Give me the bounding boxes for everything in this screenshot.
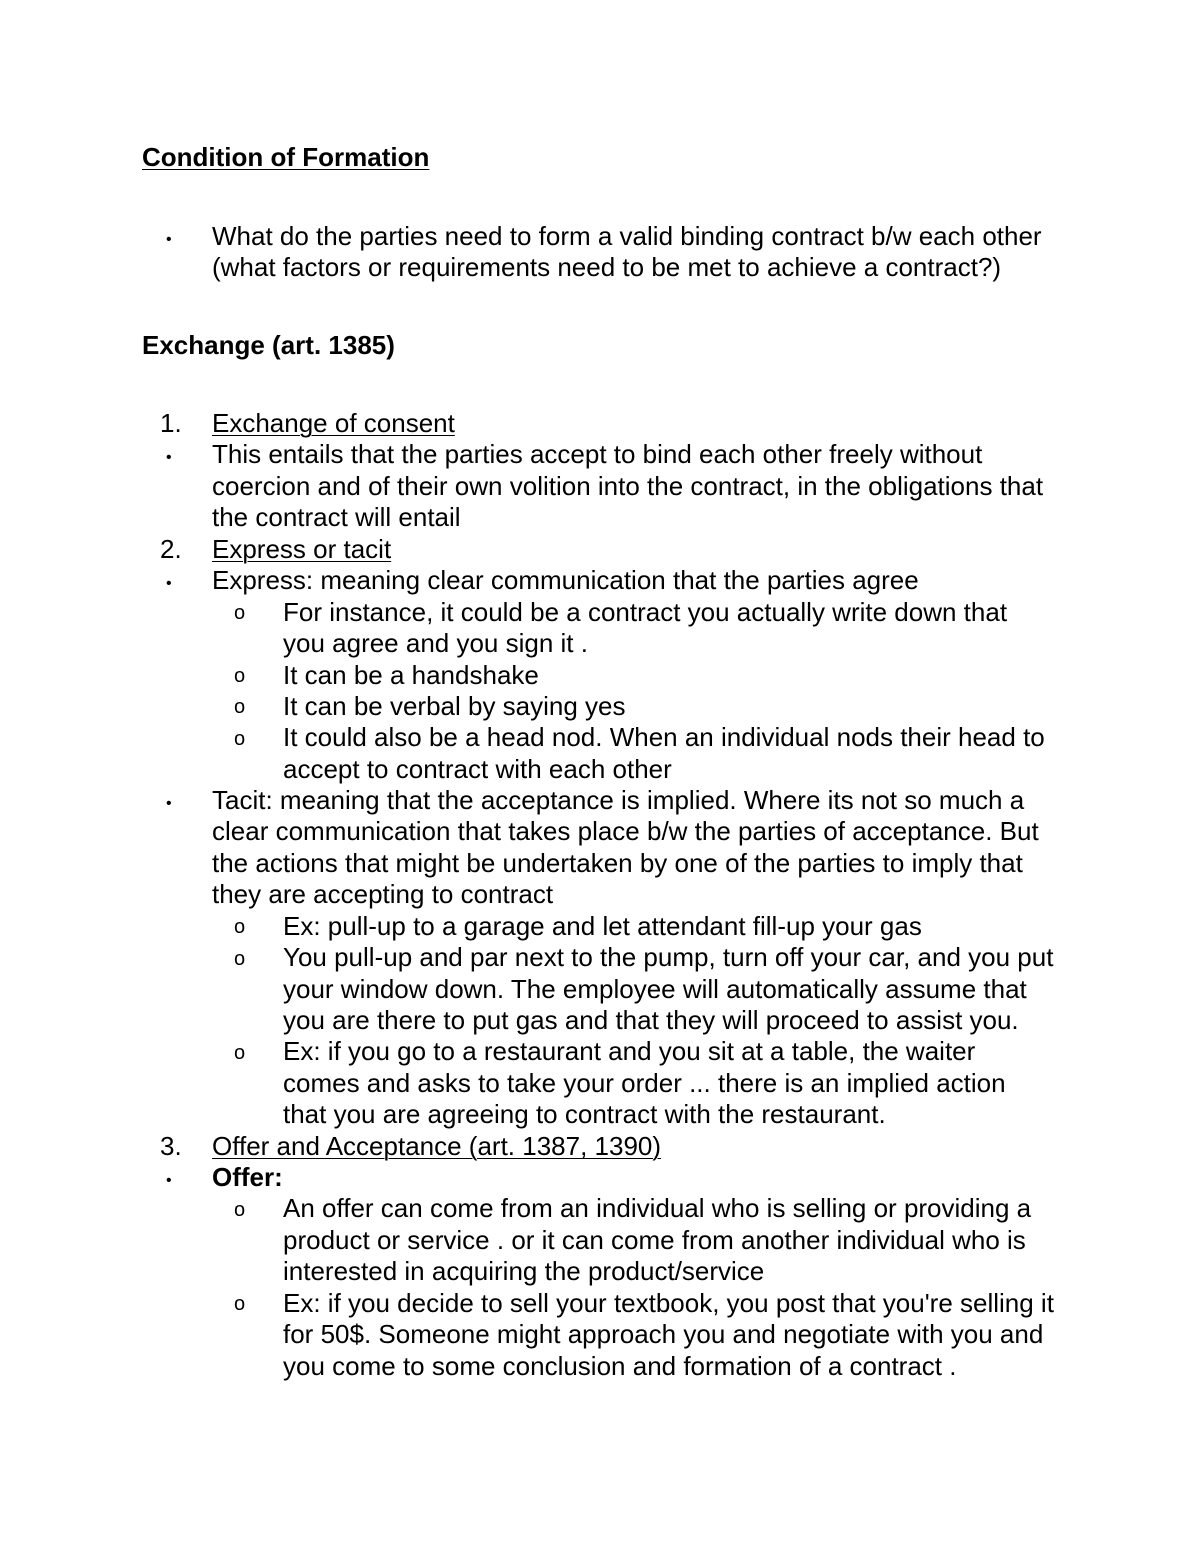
paragraph-line: the actions that might be undertaken by one of the parties to imply that: [212, 848, 1023, 878]
sub-item-line: For instance, it could be a contract you actually write down that: [283, 597, 1008, 627]
sub-bullet-marker: o: [234, 1199, 246, 1221]
section-title: Exchange (art. 1385): [142, 330, 395, 360]
bullet-marker: •: [166, 1172, 172, 1189]
sub-item-line: An offer can come from an individual who is selling or providing a: [283, 1193, 1032, 1223]
sub-item-line: your window down. The employee will automatically assume that: [283, 974, 1027, 1004]
express-lead: Express: meaning clear communication that the parties agree: [212, 565, 919, 595]
bullet-marker: •: [166, 575, 172, 592]
sub-item-line: you agree and you sign it .: [283, 628, 588, 658]
sub-bullet-marker: o: [234, 602, 246, 624]
sub-item-line: for 50$. Someone might approach you and negotiate with you and: [283, 1319, 1044, 1349]
sub-item-line: You pull-up and par next to the pump, turn off your car, and you put: [283, 942, 1054, 972]
sub-item-line: It could also be a head nod. When an individual nods their head to: [283, 722, 1045, 752]
document-title: Condition of Formation: [142, 142, 430, 172]
offer-label: Offer:: [212, 1162, 283, 1192]
sub-bullet-marker: o: [234, 1293, 246, 1315]
bullet-marker: •: [166, 795, 172, 812]
sub-bullet-marker: o: [234, 696, 246, 718]
item-title-express-or-tacit: Express or tacit: [212, 534, 392, 564]
sub-item-line: interested in acquiring the product/service: [283, 1256, 765, 1286]
sub-item-line: comes and asks to take your order ... there is an implied action: [283, 1068, 1006, 1098]
item-title-offer-and-acceptance: Offer and Acceptance (art. 1387, 1390): [212, 1131, 662, 1161]
paragraph-line: clear communication that takes place b/w the parties of acceptance. But: [212, 816, 1039, 846]
paragraph-line: coercion and of their own volition into the contract, in the obligations that: [212, 471, 1044, 501]
sub-item-line: accept to contract with each other: [283, 754, 672, 784]
sub-bullet-marker: o: [234, 665, 246, 687]
sub-bullet-marker: o: [234, 728, 246, 750]
sub-bullet-marker: o: [234, 916, 246, 938]
sub-bullet-marker: o: [234, 948, 246, 970]
intro-line-2: (what factors or requirements need to be met to achieve a contract?): [212, 252, 1002, 282]
sub-item-line: you are there to put gas and that they will proceed to assist you.: [283, 1005, 1019, 1035]
sub-item-line: that you are agreeing to contract with the restaurant.: [283, 1099, 886, 1129]
sub-item-line: you come to some conclusion and formation of a contract .: [283, 1351, 957, 1381]
sub-item-line: Ex: if you go to a restaurant and you sit at a table, the waiter: [283, 1036, 976, 1066]
paragraph-line: Tacit: meaning that the acceptance is implied. Where its not so much a: [212, 785, 1025, 815]
bullet-marker: •: [166, 449, 172, 466]
paragraph-line: the contract will entail: [212, 502, 461, 532]
sub-bullet-marker: o: [234, 1042, 246, 1064]
sub-item-line: Ex: pull-up to a garage and let attendant fill-up your gas: [283, 911, 922, 941]
sub-item-line: It can be a handshake: [283, 660, 539, 690]
sub-item-line: It can be verbal by saying yes: [283, 691, 626, 721]
item-title-exchange-of-consent: Exchange of consent: [212, 408, 455, 438]
item-number: 3.: [160, 1131, 182, 1161]
item-number: 1.: [160, 408, 182, 438]
item-number: 2.: [160, 534, 182, 564]
sub-item-line: Ex: if you decide to sell your textbook, you post that you're selling it: [283, 1288, 1054, 1318]
bullet-marker: •: [166, 231, 172, 248]
intro-line-1: What do the parties need to form a valid binding contract b/w each other: [212, 221, 1042, 251]
paragraph-line: This entails that the parties accept to bind each other freely without: [212, 439, 983, 469]
sub-item-line: product or service . or it can come from another individual who is: [283, 1225, 1026, 1255]
paragraph-line: they are accepting to contract: [212, 879, 554, 909]
